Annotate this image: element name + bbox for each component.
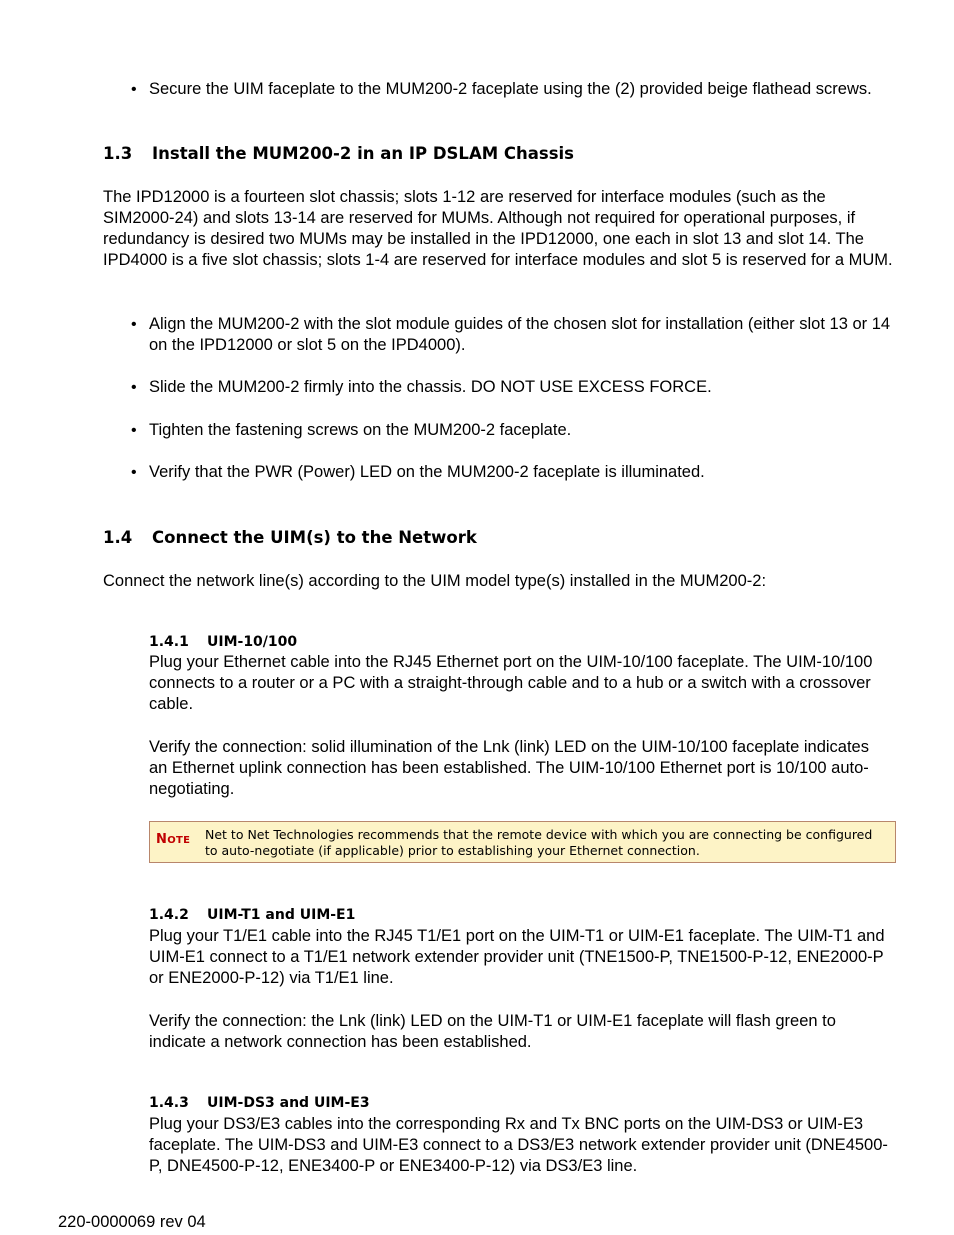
subsection-title: UIM-10/100 xyxy=(207,634,298,650)
note-label xyxy=(156,829,190,851)
section-number: 1.4 xyxy=(103,528,133,547)
note-box xyxy=(149,821,896,863)
note-text: Net to Net Technologies recommends that the remote device with which you are connecting be configured to auto-negotiate (if applicable) prior to establishing your Ethernet connection. xyxy=(205,827,873,858)
paragraph: Plug your T1/E1 cable into the RJ45 T1/E1 port on the UIM-T1 or UIM-E1 faceplate. The UIM-T1 and UIM-E1 connect to a T1/E1 network extender provider unit (TNE1500-P, TNE1500-P-12, ENE2000-P or ENE2000-P-12) via T1/E1 line. xyxy=(149,927,885,987)
subsection-number: 1.4.2 xyxy=(149,907,189,923)
section-number: 1.3 xyxy=(103,144,133,163)
paragraph: The IPD12000 is a fourteen slot chassis; slots 1-12 are reserved for interface modules (such as the SIM2000-24) and slots 13-14 are reserved for MUMs. Although not required for operational purposes, if redundancy is desired two MUMs may be installed in the IPD12000, one each in slot 13 and slot 14. The IPD4000 is a five slot chassis; slots 1-4 are reserved for interface modules and slot 5 is reserved for a MUM. xyxy=(103,188,893,269)
section-heading-1-3 xyxy=(103,143,574,164)
list-item: • Slide the MUM200-2 firmly into the chassis. DO NOT USE EXCESS FORCE. xyxy=(149,377,894,398)
subsection-number: 1.4.3 xyxy=(149,1095,189,1111)
list-item: • Tighten the fastening screws on the MUM200-2 faceplate. xyxy=(149,420,894,441)
subsection-title: UIM-DS3 and UIM-E3 xyxy=(207,1095,370,1111)
section-heading-1-4 xyxy=(103,527,477,548)
subsection-heading-1-4-2 xyxy=(149,906,355,924)
section-title: Connect the UIM(s) to the Network xyxy=(152,528,477,547)
subsection-title: UIM-T1 and UIM-E1 xyxy=(207,907,356,923)
list-item: • Align the MUM200-2 with the slot module guides of the chosen slot for installation (either slot 13 or 14 on the IPD12000 or slot 5 on the IPD4000). xyxy=(149,314,894,356)
paragraph: Verify the connection: solid illumination of the Lnk (link) LED on the UIM-10/100 faceplate indicates an Ethernet uplink connection has been established. The UIM-10/100 Ethernet port is 10/100 auto-negotiating. xyxy=(149,738,869,798)
paragraph: Plug your DS3/E3 cables into the corresponding Rx and Tx BNC ports on the UIM-DS3 or UIM-E3 faceplate. The UIM-DS3 and UIM-E3 connect to a DS3/E3 network extender provider unit (DNE4500-P, DNE4500-P-12, ENE3400-P or ENE3400-P-12) via DS3/E3 line. xyxy=(149,1115,888,1175)
footer-doc-number: 220-0000069 rev 04 xyxy=(58,1213,206,1231)
list-item: • Secure the UIM faceplate to the MUM200-2 faceplate using the (2) provided beige flathead screws. xyxy=(149,79,894,100)
list-item: • Verify that the PWR (Power) LED on the MUM200-2 faceplate is illuminated. xyxy=(149,462,894,483)
paragraph: Verify the connection: the Lnk (link) LED on the UIM-T1 or UIM-E1 faceplate will flash green to indicate a network connection has been established. xyxy=(149,1012,836,1051)
subsection-heading-1-4-3 xyxy=(149,1094,370,1112)
subsection-number: 1.4.1 xyxy=(149,634,189,650)
subsection-heading-1-4-1 xyxy=(149,633,297,651)
paragraph: Plug your Ethernet cable into the RJ45 Ethernet port on the UIM-10/100 faceplate. The UIM-10/100 connects to a router or a PC with a straight-through cable and to a hub or a switch with a crossover cable. xyxy=(149,653,873,713)
paragraph: Connect the network line(s) according to the UIM model type(s) installed in the MUM200-2: xyxy=(103,572,767,590)
note-label-initial: N xyxy=(156,832,168,847)
note-label-rest: OTE xyxy=(167,835,191,846)
section-title: Install the MUM200-2 in an IP DSLAM Chassis xyxy=(152,144,574,163)
